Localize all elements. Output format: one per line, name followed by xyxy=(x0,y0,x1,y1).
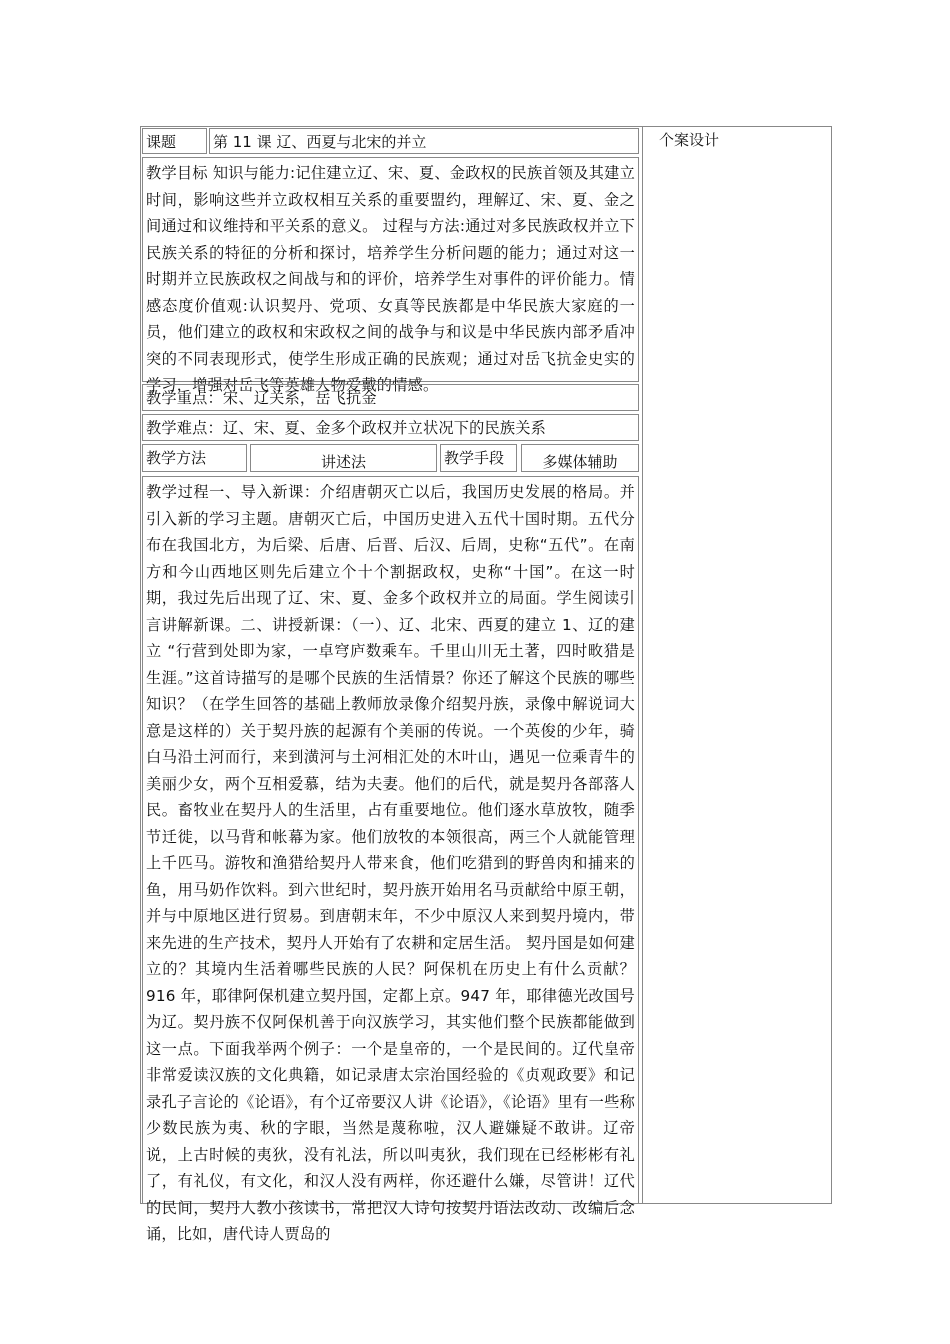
method-value-cell xyxy=(250,444,437,472)
lesson-title: 第 11 课 辽、西夏与北宋的并立 xyxy=(213,133,427,151)
method-value: 讲述法 xyxy=(320,453,366,471)
key-points-cell xyxy=(142,384,639,411)
topic-label-cell xyxy=(142,128,207,154)
means-label-cell xyxy=(440,444,517,472)
means-label: 教学手段 xyxy=(444,449,505,467)
process-cell xyxy=(142,476,639,1243)
personal-design-label: 个案设计 xyxy=(659,131,720,149)
difficulties-text: 教学难点：辽、宋、夏、金多个政权并立状况下的民族关系 xyxy=(146,419,547,437)
topic-title-cell xyxy=(209,128,639,154)
process-text: 教学过程一、导入新课：介绍唐朝灭亡以后，我国历史发展的格局。并引入新的学习主题。唐朝灭亡后，中国历史进入五代十国时期。五代分布在我国北方，为后梁、后唐、后晋、后汉、后周，史称“五代”。在南方和今山西地区则先后建立个十个割据政权，史称“十国”。在这一时期，我过先后出现了辽、宋、夏、金多个政权并立的局面。学生阅读引言讲解新课。二、讲授新课：（一）、辽、北宋、西夏的建立 1、辽的建立 “行营到处即为家，一卓穹庐数乘车。千里山川无土著，四时畋猎是生涯。”这首诗描写的是哪个民族的生活情景？你还了解这个民族的哪些知识？（在学生回答的基础上教师放录像介绍契丹族，录像中解说词大意是这样的）关于契丹族的起源有个美丽的传说。一个英俊的少年，骑白马沿土河而行，来到潢河与土河相汇处的木叶山，遇见一位乘青牛的美丽少女，两个互相爱慕，结为夫妻。他们的后代，就是契丹各部落人民。畜牧业在契丹人的生活里，占有重要地位。他们逐水草放牧，随季节迁徙，以马背和帐幕为家。他们放牧的本领很高，两三个人就能管理上千匹马。游牧和渔猎给契丹人带来食，他们吃猎到的野兽肉和捕来的鱼，用马奶作饮料。到六世纪时，契丹族开始用名马贡献给中原王朝，并与中原地区进行贸易。到唐朝末年，不少中原汉人来到契丹境内，带来先进的生产技术，契丹人开始有了农耕和定居生活。 契丹国是如何建立的？其境内生活着哪些民族的人民？阿保机在历史上有什么贡献？ 916 年，耶律阿保机建立契丹国，定都上京。947 年，耶律德光改国号为辽。契丹族不仅阿保机善于向汉族学习，其实他们整个民族都能做到这一点。下面我举两个例子：一个是皇帝的，一个是民间的。辽代皇帝非常爱读汉族的文化典籍，如记录唐太宗治国经验的《贞观政要》和记录孔子言论的《论语》，有个辽帝要汉人讲《论语》，《论语》里有一些称少数民族为夷、秋的字眼，当然是蔑称啦，汉人避嫌疑不敢讲。辽帝说，上古时候的夷狄，没有礼法，所以叫夷狄，我们现在已经彬彬有礼了，有礼仪，有文化，和汉人没有两样，你还避什么嫌，尽管讲！辽代的民间，契丹人教小孩读书，常把汉人诗句按契丹语法改动、改编后念诵，比如，唐代诗人贾岛的 xyxy=(146,483,635,1243)
personal-design-column xyxy=(642,126,832,1204)
difficulties-cell xyxy=(142,414,639,441)
objectives-cell xyxy=(142,157,639,394)
objectives-text: 教学目标 知识与能力:记住建立辽、宋、夏、金政权的民族首领及其建立时间，影响这些并立政权相互关系的重要盟约，理解辽、宋、夏、金之间通过和议维持和平关系的意义。 过程与方法:通过对多民族政权并立下民族关系的特征的分析和探讨，培养学生分析问题的能力；通过对这一时期并立民族政权之间战与和的评价，培养学生对事件的评价能力。情感态度价值观:认识契丹、党项、女真等民族都是中华民族大家庭的一员，他们建立的政权和宋政权之间的战争与和议是中华民族内部矛盾冲突的不同表现形式，使学生形成正确的民族观；通过对岳飞抗金史实的学习，增强对岳飞等英雄人物爱戴的情感。 xyxy=(146,164,635,394)
means-value: 多媒体辅助 xyxy=(542,453,618,471)
means-value-cell xyxy=(521,444,639,472)
key-points-text: 教学重点：宋、辽关系，岳飞抗金 xyxy=(146,389,377,407)
method-label: 教学方法 xyxy=(146,449,207,467)
method-label-cell xyxy=(142,444,247,472)
topic-label: 课题 xyxy=(146,133,177,151)
